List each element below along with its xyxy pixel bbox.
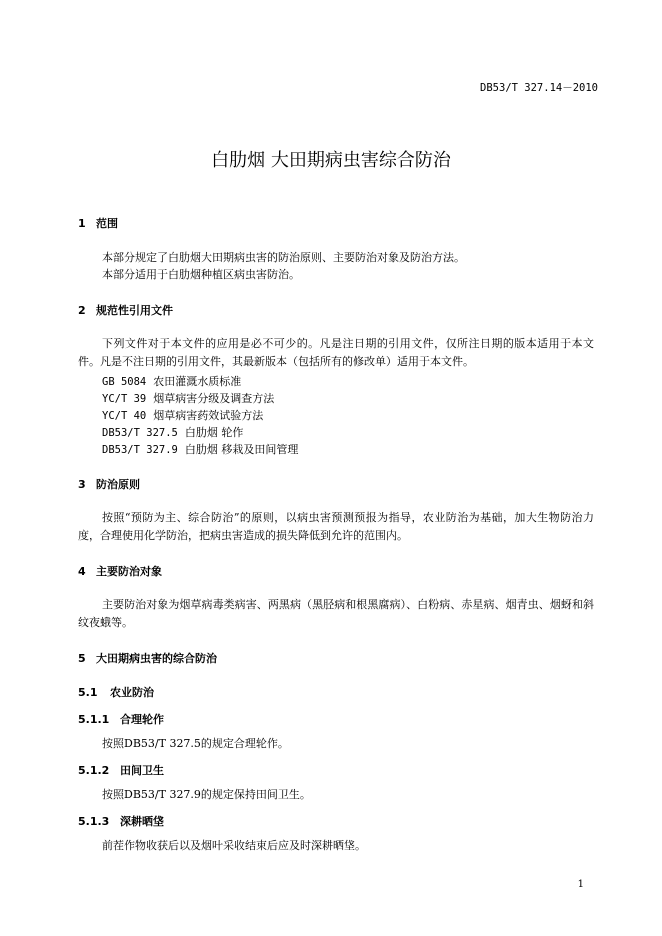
reference-code: DB53/T 327.9 xyxy=(102,444,178,456)
reference-code: YC/T 39 xyxy=(102,393,147,405)
reference-code: DB53/T 327.5 xyxy=(102,427,178,439)
section-heading-2 xyxy=(78,302,173,318)
reference-title: 烟草病害药效试验方法 xyxy=(153,409,264,422)
paragraph: 主要防治对象为烟草病毒类病害、两黑病（黑胫病和根黑腐病）、白粉病、赤星病、烟青虫、烟蚜和斜纹夜蛾等。 xyxy=(78,598,594,629)
reference-title: 白肋烟 轮作 xyxy=(184,426,244,439)
document-title: 白肋烟 大田期病虫害综合防治 xyxy=(211,150,451,171)
subsection-heading-5-1-3 xyxy=(78,813,164,829)
reference-item xyxy=(102,373,241,389)
reference-title: 烟草病害分级及调查方法 xyxy=(153,392,275,405)
section-title: 主要防治对象 xyxy=(96,565,162,578)
reference-code: GB 5084 xyxy=(102,376,147,388)
section-number: 5.1 xyxy=(78,686,98,699)
paragraph: 按照DB53/T 327.9的规定保持田间卫生。 xyxy=(102,788,311,801)
section-heading-3 xyxy=(78,476,140,492)
paragraph: 前茬作物收获后以及烟叶采收结束后应及时深耕晒垡。 xyxy=(102,839,366,852)
reference-item xyxy=(102,441,298,457)
section-number: 4 xyxy=(78,565,86,578)
section-number: 2 xyxy=(78,304,86,317)
reference-item xyxy=(102,424,243,440)
paragraph: 按照“预防为主、综合防治”的原则，以病虫害预测预报为指导，农业防治为基础，加大生物防治力度，合理使用化学防治，把病虫害造成的损失降低到允许的范围内。 xyxy=(78,511,594,542)
section-title: 深耕晒垡 xyxy=(120,815,164,828)
reference-title: 白肋烟 移栽及田间管理 xyxy=(184,443,299,456)
reference-item xyxy=(102,407,263,423)
section-heading-5 xyxy=(78,650,217,666)
subsection-heading-5-1 xyxy=(78,684,154,700)
section-number: 5 xyxy=(78,652,86,665)
subsection-heading-5-1-2 xyxy=(78,762,164,778)
paragraph: 按照DB53/T 327.5的规定合理轮作。 xyxy=(102,737,289,750)
paragraph: 下列文件对于本文件的应用是必不可少的。凡是注日期的引用文件，仅所注日期的版本适用于本文件。凡是不注日期的引用文件，其最新版本（包括所有的修改单）适用于本文件。 xyxy=(78,337,594,368)
reference-item xyxy=(102,390,274,406)
paragraph: 本部分规定了白肋烟大田期病虫害的防治原则、主要防治对象及防治方法。 xyxy=(102,251,465,264)
paragraph: 本部分适用于白肋烟种植区病虫害防治。 xyxy=(102,268,300,281)
section-heading-1 xyxy=(78,215,118,231)
reference-title: 农田灌溉水质标准 xyxy=(153,375,242,388)
section-number: 5.1.1 xyxy=(78,713,110,726)
subsection-heading-5-1-1 xyxy=(78,711,164,727)
section-title: 农业防治 xyxy=(110,686,154,699)
section-title: 规范性引用文件 xyxy=(96,304,173,317)
section-number: 3 xyxy=(78,478,86,491)
section-title: 合理轮作 xyxy=(120,713,164,726)
section-title: 田间卫生 xyxy=(120,764,164,777)
section-title: 防治原则 xyxy=(96,478,140,491)
section-number: 1 xyxy=(78,217,86,230)
section-title: 范围 xyxy=(96,217,118,230)
standard-code: DB53/T 327.14－2010 xyxy=(480,82,598,94)
page-number: 1 xyxy=(577,879,584,890)
section-number: 5.1.3 xyxy=(78,815,110,828)
section-title: 大田期病虫害的综合防治 xyxy=(96,652,217,665)
section-number: 5.1.2 xyxy=(78,764,110,777)
reference-code: YC/T 40 xyxy=(102,410,147,422)
section-heading-4 xyxy=(78,563,162,579)
